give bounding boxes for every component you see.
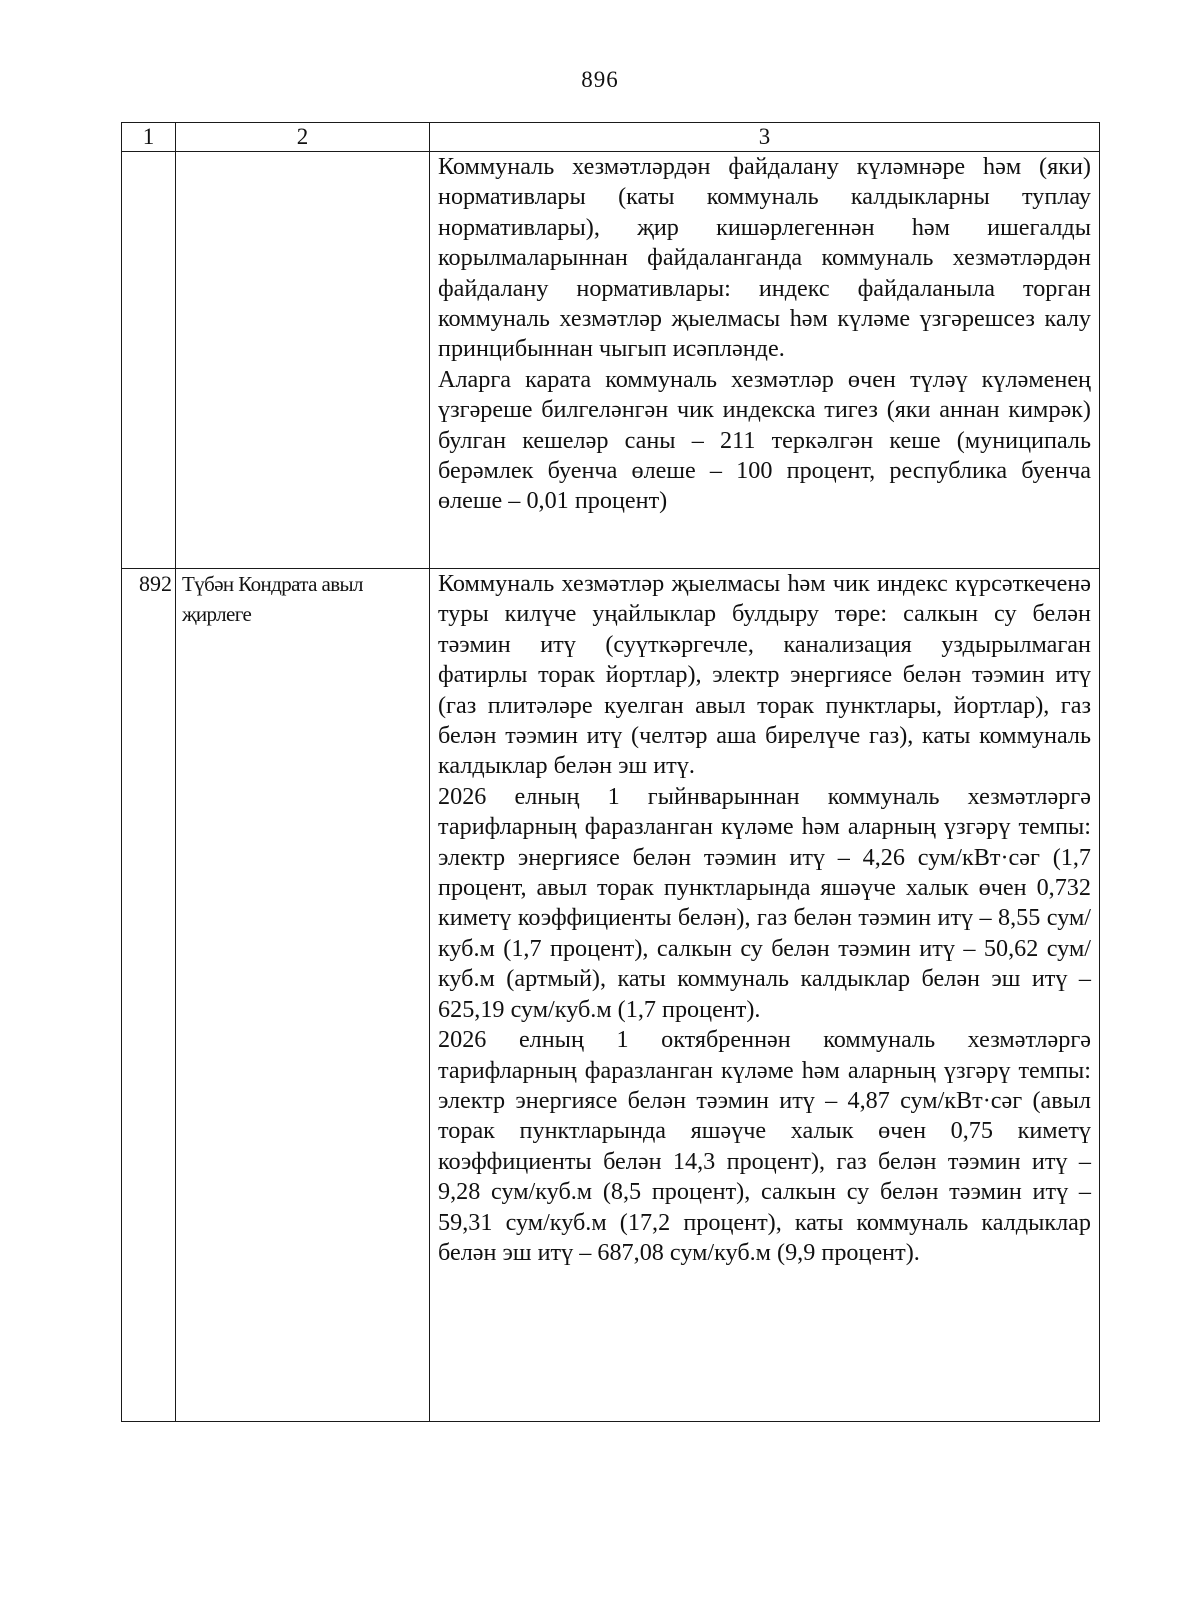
table-row (122, 569, 1100, 1422)
document-table (121, 122, 1100, 1422)
table-row (122, 152, 1100, 569)
description-paragraph: 2026 елның 1 октябреннән коммуналь хезмәтләргә тарифларның фаразланган күләме һәм аларның үзгәрү темпы: электр энергиясе белән тәэмин итү – 4,87 сум/кВт·сәг (авыл торак пунктларында яшәүче халык өчен 0,75 киметү коэффициенты белән 14,3 процент), газ белән тәэмин итү – 9,28 сум/куб.м (8,5 процент), салкын су белән тәэмин итү – 59,31 сум/куб.м (17,2 процент), каты коммуналь калдыклар белән эш итү – 687,08 сум/куб.м (9,9 процент). (438, 1026, 1091, 1266)
column-header-3: 3 (430, 123, 1100, 152)
settlement-name-cell: Түбән Кондрата авыл җирлеге (176, 569, 430, 1422)
description-paragraph: Аларга карата коммуналь хезмәтләр өчен түләү күләменең үзгәреше билгеләнгән чик индекска тигез (яки аннан кимрәк) булган кешеләр саны – 211 теркәлгән кеше (муниципаль берәмлек буенча өлеше – 100 процент, республика буенча өлеше – 0,01 процент) (438, 365, 1091, 515)
description-paragraph: Коммуналь хезмәтләр җыелмасы һәм чик индекс күрсәткеченә туры килүче уңайлыклар булдыру төре: салкын су белән тәэмин итү (суүткәргечле, канализация уздырылмаган фатирлы торак йортлар), электр энергиясе белән тәэмин итү (газ плитәләре куелган авыл торак пунктлары, йортлар), газ белән тәэмин итү (челтәр аша бирелүче газ), каты коммуналь калдыклар белән эш итү. (438, 570, 1091, 780)
description-cell (430, 152, 1100, 569)
description-paragraph: Коммуналь хезмәтләрдән файдалану күләмнәре һәм (яки) нормативлары (каты коммуналь калдыкларны туплау нормативлары), җир кишәрлегеннән һәм ишегалды корылмаларыннан файдаланганда коммуналь хезмәтләрдән файдалану нормативлары: индекс файдаланыла торган коммуналь хезмәтләр җыелмасы һәм күләме үзгәрешсез калу принцибыннан чыгып исәпләнде. (438, 153, 1091, 363)
row-number-cell (122, 152, 176, 569)
table-header-row (122, 123, 1100, 152)
description-cell (430, 569, 1100, 1422)
column-header-1: 1 (122, 123, 176, 152)
description-paragraph: 2026 елның 1 гыйнварыннан коммуналь хезмәтләргә тарифларның фаразланган күләме һәм аларның үзгәрү темпы: электр энергиясе белән тәэмин итү – 4,26 сум/кВт·сәг (1,7 процент, авыл торак пунктларында яшәүче халык өчен 0,732 киметү коэффициенты белән), газ белән тәэмин итү – 8,55 сум/куб.м (1,7 процент), салкын су белән тәэмин итү – 50,62 сум/куб.м (артмый), каты коммуналь калдыклар белән эш итү – 625,19 сум/куб.м (1,7 процент). (438, 782, 1091, 1023)
page-number: 896 (581, 67, 619, 92)
column-header-2: 2 (176, 123, 430, 152)
row-number-cell: 892 (122, 569, 176, 1422)
settlement-name-cell (176, 152, 430, 569)
